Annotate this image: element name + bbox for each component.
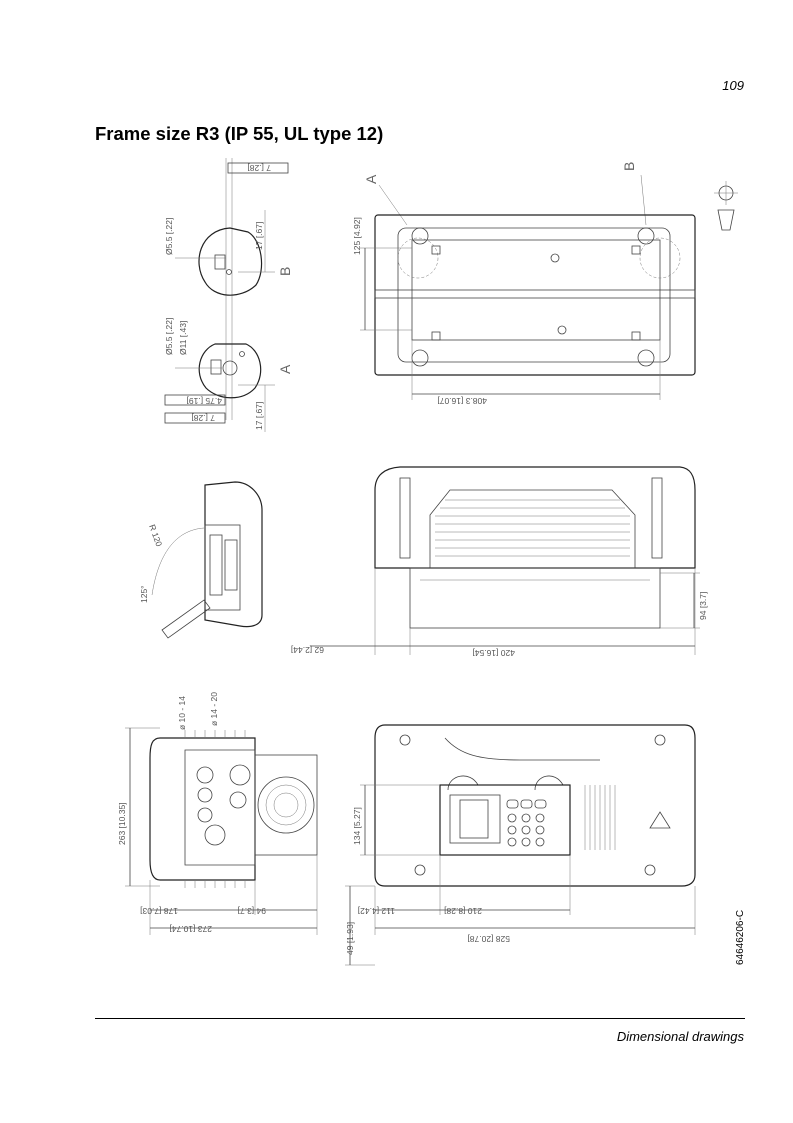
dim-420-1654: 420 [16.54] [472,648,515,658]
dim-17-67-b: 17 [.67] [254,401,264,430]
dim-7-28-top: 7 [.28] [247,163,271,173]
dim-94-37: 94 [3.7] [698,591,708,620]
label-b-rear: B [621,161,637,171]
document-code: 64646206-C [735,909,746,965]
page-number: 109 [722,78,744,93]
footer-divider [95,1018,745,1019]
footer-section-title: Dimensional drawings [616,1029,744,1044]
dim-210-828: 210 [8.28] [444,906,482,916]
dim-10-14: ø 10 - 14 [177,695,187,730]
dim-273-1074: 273 [10.74] [169,924,212,934]
dim-528-2078: 528 [20.78] [467,934,510,944]
dim-94-37b: 94 [3.7] [237,906,266,916]
open-cover-view [139,482,262,638]
dim-263-1035: 263 [10.35] [117,802,127,845]
dim-125-492: 125 [4.92] [352,217,362,255]
dim-62-244: 62 [2.44] [290,645,324,655]
front-grille [585,785,615,850]
dim-178-703: 178 [7.03] [140,906,178,916]
dim-7-28-bot: 7 [.28] [191,413,215,423]
cooling-fins [435,500,630,556]
dim-14-20: ø 14 - 20 [209,691,219,726]
dim-55-22-b: Ø5.5 [.22] [164,317,174,355]
dim-55-22-a: Ø5.5 [.22] [164,217,174,255]
dim-r120: R 120 [147,523,165,548]
dim-11-43: Ø11 [.43] [178,320,188,355]
mounting-hole-details [164,158,293,432]
keypad [507,800,546,846]
label-a-detail: A [277,364,293,374]
side-view [291,467,708,658]
front-view [345,725,695,965]
rear-view [352,162,738,406]
label-b-detail: B [277,266,293,276]
dim-112-442: 112 [4.42] [357,906,395,916]
page-title: Frame size R3 (IP 55, UL type 12) [95,123,384,144]
dim-475-19: 4.75 [.19] [186,396,222,406]
heatsink-teeth [185,730,245,888]
dim-49-193: 49 [1.93] [345,921,355,955]
dim-134-527: 134 [5.27] [352,807,362,845]
dim-125deg: 125° [139,585,149,603]
bottom-view [117,692,317,935]
dim-4083-1607: 408.3 [16.07] [437,396,487,406]
dim-17-67-a: 17 [.67] [254,221,264,250]
label-a-rear: A [363,174,379,184]
